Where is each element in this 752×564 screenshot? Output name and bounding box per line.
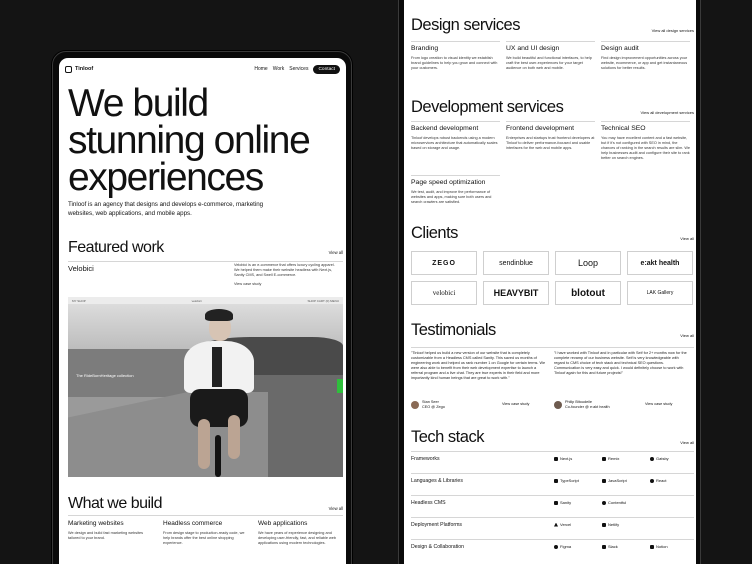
left-screen (59, 58, 346, 564)
top-nav (59, 58, 346, 80)
testimonial-quote: "Tinloof helped us build a new version of our website that is completely customizable from a Headless CMS called Sanity. This saved us months of engineering work and helped us rank number 1 on Google for certain terms. We were also able to benefit from their web development expertise to launch a referral program and a live chat. They are true experts in their field and more importantly kind human beings that are great to work with." (411, 351, 546, 380)
design-item-text: We build beautiful and functional interfaces, to help craft the best user-experiences for your target audience on both web and mobile. (506, 56, 592, 70)
vercel-icon (554, 523, 558, 527)
tech-item-label: Figma (560, 544, 572, 549)
dev-view-all[interactable]: View all development services (640, 110, 694, 115)
sanity-icon (554, 501, 558, 505)
netlify-icon (602, 523, 606, 527)
left-tablet (52, 51, 352, 564)
tech-item-label: Vercel (560, 522, 572, 527)
tech-item-label: Slack (608, 544, 618, 549)
cyclist-jersey-stripe (212, 347, 222, 387)
clients-header (411, 224, 694, 243)
remix-icon (602, 457, 606, 461)
photo-bar-right: SHOP CART (0) MENU (307, 298, 339, 303)
clients-title: Clients (411, 224, 458, 242)
nextjs-icon (554, 457, 558, 461)
tech-row (411, 539, 694, 561)
client-logo-sendinblue[interactable]: sendinblue (483, 251, 549, 275)
dev-item-title: Backend development (411, 121, 500, 132)
react-icon (650, 479, 654, 483)
testimonial-author (411, 400, 445, 409)
tech-row (411, 473, 694, 495)
project-name[interactable]: Velobici (68, 264, 94, 273)
tech-row-label: Languages & Libraries (411, 478, 463, 484)
design-item-text: Find design improvement opportunities across your website, ecommerce, or app and get instantaneous solutions for better results. (601, 56, 688, 70)
tech-item (554, 456, 572, 461)
tech-item-label: Contentful (608, 500, 627, 505)
notion-icon (650, 545, 654, 549)
tech-item (602, 544, 618, 549)
figma-icon (554, 545, 558, 549)
brand-logo[interactable] (65, 66, 93, 73)
dev-item-text: Enterprises and startups trust frontend developers at Tinloof to deliver performance-focused and usable interfaces for the web and mobile apps. (506, 136, 595, 150)
dev-item-title: Technical SEO (601, 121, 690, 132)
slack-icon (602, 545, 606, 549)
design-item-title: UX and UI design (506, 41, 595, 52)
tech-item (602, 522, 619, 527)
dev-title: Development services (411, 98, 564, 116)
nav-services[interactable]: Services (289, 66, 309, 72)
javascript-icon (602, 479, 606, 483)
clients-view-all[interactable]: View all (680, 236, 694, 241)
tech-item-label: Netlify (608, 522, 620, 527)
tech-item (554, 544, 571, 549)
client-logo-loop[interactable]: Loop (555, 251, 621, 275)
divider (411, 347, 694, 348)
cyclist-leg-left (198, 419, 210, 469)
typescript-icon (554, 479, 558, 483)
build-item-text: From design stage to production-ready code, we help brands offer the best online shopping experience. (163, 531, 245, 545)
logo-icon (65, 66, 72, 73)
right-screen (404, 0, 696, 564)
divider (68, 261, 343, 262)
design-item-title: Branding (411, 41, 500, 52)
design-item[interactable] (506, 41, 595, 71)
tech-item-label: JavaScript (608, 478, 627, 483)
tech-item (650, 456, 669, 461)
dev-item-text: Tinloof develops robust backends using a modern microservices architecture that automatically scales based on storage and usage. (411, 136, 498, 150)
tech-item-label: React (656, 478, 667, 483)
design-title: Design services (411, 16, 520, 34)
tech-item-label: Sanity (560, 500, 572, 505)
tech-row (411, 495, 694, 517)
dev-item[interactable] (601, 121, 690, 161)
photo-bar-center: velobici (191, 298, 202, 303)
build-item[interactable] (258, 518, 343, 546)
client-logo-lak-gallery[interactable]: LAK Gallery (627, 281, 693, 305)
client-logo-eakt[interactable]: e:akt health (627, 251, 693, 275)
design-header (411, 16, 694, 35)
photo-bar-left: MY SHOP (72, 298, 86, 303)
author-name: Stan Seer (422, 400, 439, 404)
build-item-title: Web applications (258, 520, 308, 527)
client-logo-velobici[interactable]: velobici (411, 281, 477, 305)
dev-item-text: We test, audit, and improve the performance of websites and apps, making sure both users and search crawlers are satisfied. (411, 190, 492, 204)
dev-item[interactable] (411, 121, 500, 151)
tech-item (650, 478, 666, 483)
tech-item (554, 478, 579, 483)
brand-name: Tinloof (75, 66, 94, 72)
tech-item-label: TypeScript (560, 478, 579, 483)
dev-item[interactable] (506, 121, 595, 151)
author-info (422, 400, 445, 409)
contentful-icon (602, 501, 606, 505)
tech-item (602, 478, 627, 483)
dev-item-title: Page speed optimization (411, 175, 500, 186)
tech-item (602, 500, 626, 505)
contact-button[interactable]: Contact (313, 65, 340, 74)
gatsby-icon (650, 457, 654, 461)
tech-item (554, 522, 571, 527)
design-item[interactable] (411, 41, 500, 71)
build-title: What we build (68, 495, 162, 512)
dev-item[interactable] (411, 175, 500, 205)
build-item-text: We design and build fast marketing websites tailored to your brand. (68, 531, 144, 540)
design-item-text: From logo creation to visual identity we establish brand guidelines to help you grow and connect with your customers. (411, 56, 498, 70)
featured-header (68, 239, 343, 257)
hero-subtitle: Tinloof is an agency that designs and develops e-commerce, marketing websites, web applications, and mobile apps. (68, 201, 264, 217)
build-item[interactable] (163, 518, 248, 546)
divider (68, 515, 343, 516)
testimonials-title: Testimonials (411, 321, 496, 339)
avatar (411, 401, 419, 409)
tech-row-label: Design & Collaboration (411, 544, 465, 550)
featured-view-all[interactable]: View all (328, 250, 343, 255)
testimonials-header (411, 321, 694, 340)
client-logo-blotout[interactable]: blotout (555, 281, 621, 305)
tech-row (411, 517, 694, 539)
tech-item (602, 456, 619, 461)
case-study-link[interactable]: View case study (234, 282, 262, 286)
tech-row-label: Deployment Platforms (411, 522, 463, 528)
nav-links (254, 65, 340, 74)
cyclist-leg-right (228, 415, 240, 459)
hero-title: We build stunning online experiences (68, 82, 310, 199)
author-name: Philip Bitoudeile (565, 400, 593, 404)
nav-work[interactable]: Work (272, 66, 285, 72)
testimonial-author (554, 400, 610, 409)
tech-item (554, 500, 571, 505)
tech-item-label: Next.js (560, 456, 573, 461)
photo-site-bar (68, 297, 343, 304)
author-role: CEO @ Zego (422, 404, 445, 409)
nav-home[interactable]: Home (254, 66, 268, 72)
build-item-title: Marketing websites (68, 520, 124, 527)
author-role: Co-founder @ e:akt health (565, 404, 610, 409)
dev-item-text: You may have excellent content and a fast website, but if it's not configured with SEO in mind, the chances of ranking in the search results are slim. We help businesses audit and configure their site to rank better on search engines. (601, 136, 690, 160)
avatar (554, 401, 562, 409)
tech-item-label: Gatsby (656, 456, 669, 461)
featured-title: Featured work (68, 239, 164, 256)
project-description: Velobici is an e-commerce that offers luxury cycling apparel. We helped them make their website headless with Next.js, Sanity CMS, and Swell E-commerce. (234, 263, 335, 277)
dev-item-title: Frontend development (506, 121, 595, 132)
client-logo-heavybit[interactable]: HEAVYBIT (483, 281, 549, 305)
project-image[interactable] (68, 297, 343, 477)
cyclist-cap (205, 309, 233, 321)
tech-title: Tech stack (411, 428, 484, 446)
scroll-indicator (337, 379, 343, 393)
build-header (68, 495, 343, 513)
author-info (565, 400, 610, 409)
build-item-title: Headless commerce (163, 520, 223, 527)
design-view-all[interactable]: View all design services (651, 28, 694, 33)
design-item[interactable] (601, 41, 690, 71)
build-view-all[interactable]: View all (328, 506, 343, 511)
build-item[interactable] (68, 518, 153, 541)
tech-item (650, 544, 668, 549)
photo-caption: The RideBornHeritage collection (76, 373, 134, 378)
tech-row (411, 451, 694, 473)
design-item-title: Design audit (601, 41, 690, 52)
testimonial-case-study-link[interactable]: View case study (645, 402, 673, 406)
tech-item-label: Remix (608, 456, 620, 461)
tech-row-label: Headless CMS (411, 500, 446, 506)
tech-view-all[interactable]: View all (680, 440, 694, 445)
build-item-text: We have years of experience designing and developing user-friendly, fast, and reliable web applications using modern technologies. (258, 531, 337, 545)
client-logo-zego[interactable]: ZEGO (411, 251, 477, 275)
testimonial-case-study-link[interactable]: View case study (502, 402, 530, 406)
dev-header (411, 98, 694, 117)
bike-wheel (215, 435, 221, 477)
tech-item-label: Notion (656, 544, 668, 549)
testimonials-view-all[interactable]: View all (680, 333, 694, 338)
tech-header (411, 428, 694, 447)
tech-row-label: Frameworks (411, 456, 440, 462)
right-tablet (398, 0, 701, 564)
testimonial-quote: "I have worked with Tinloof and in particular with Seif for 2+ months now for the complete revamp of our business website. Seif is very knowledgeable with regard to CMS choice of tech stack and technical SEO questions. Communication is very easy and quick. I would definitely choose to work with Tinloof again for this and future projects!" (554, 351, 687, 375)
